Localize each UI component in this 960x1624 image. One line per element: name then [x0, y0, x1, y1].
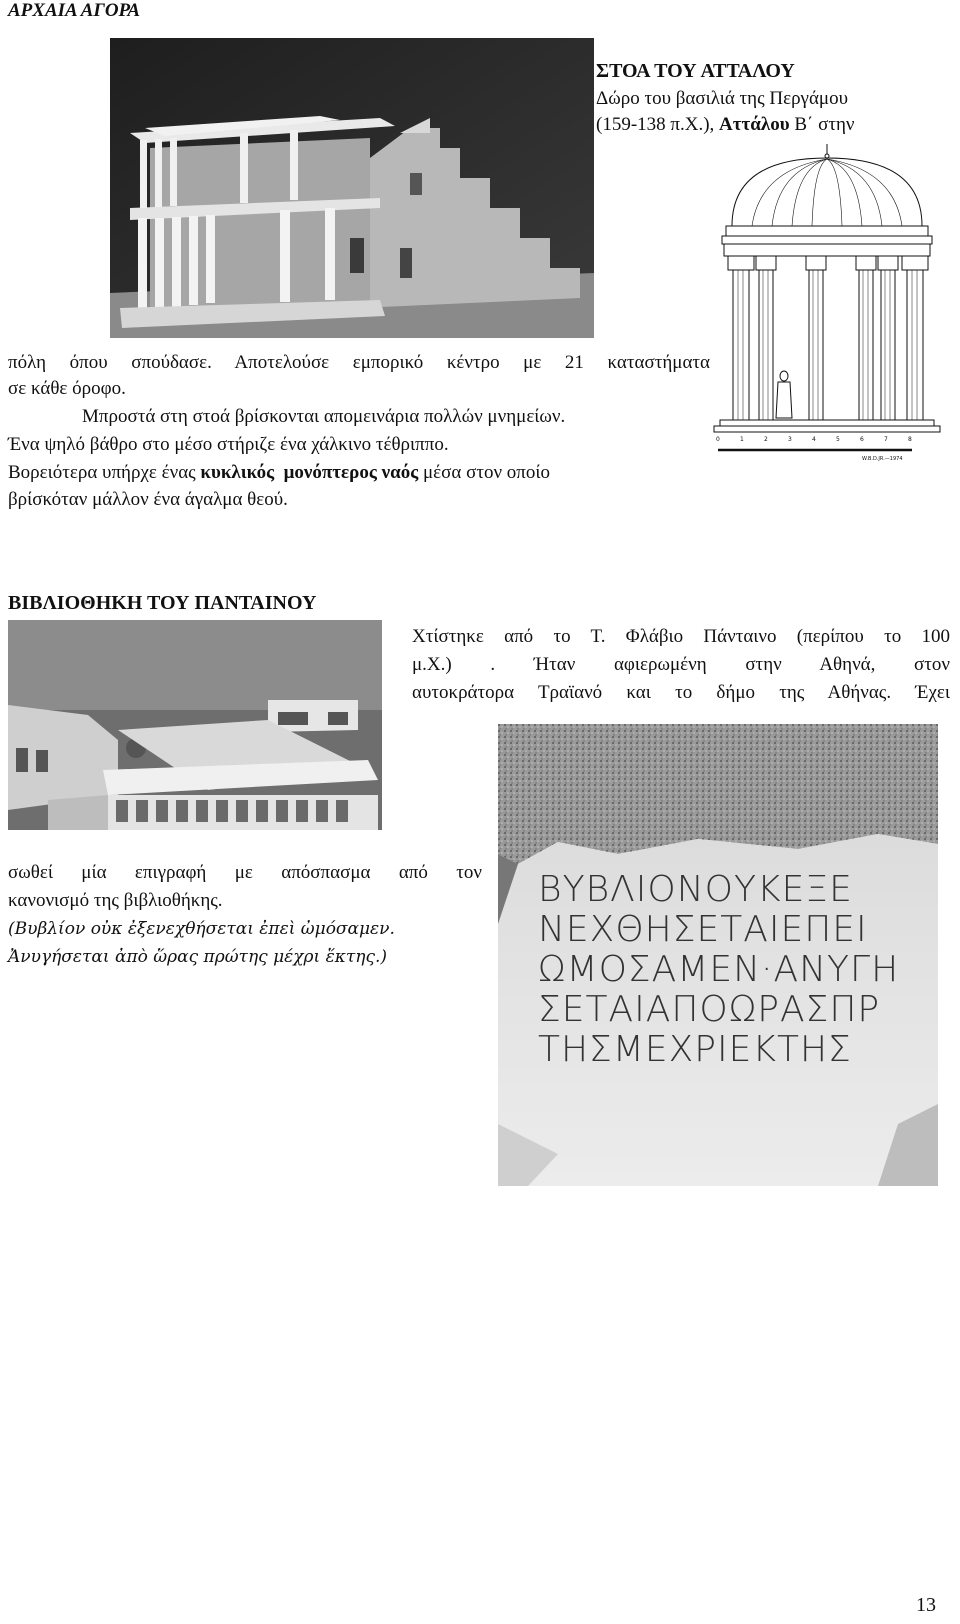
- ruler-tick: 8: [908, 436, 912, 443]
- stoa-intro-line-1: Δώρο του βασιλιά της Περγάμου: [596, 88, 848, 109]
- stoa-heading: ΣΤΟΑ ΤΟΥ ΑΤΤΑΛΟΥ: [596, 60, 795, 82]
- ruler-tick: 1: [740, 436, 744, 443]
- ruler-tick: 5: [836, 436, 840, 443]
- drawing-credit: W.B.D.JR.—1974: [862, 456, 903, 462]
- stoa-paragraph-line-2: σε κάθε όροφο.: [8, 378, 126, 399]
- library-text-line-1: Χτίστηκε από το Τ. Φλάβιο Πάνταινο (περίπου το 100: [412, 626, 950, 647]
- stoa-intro-line-2: (159-138 π.Χ.), Αττάλου Β΄ στην: [596, 114, 855, 135]
- scale-ruler: [712, 436, 950, 450]
- page-number: 13: [916, 1594, 936, 1616]
- inscription-photo: [498, 724, 938, 1186]
- tholos-drawing: [712, 140, 950, 470]
- inscription-line: ΣΕΤΑΙΑΠΟΩΡΑΣΠΡ: [538, 989, 881, 1030]
- library-text-line-4: σωθεί μία επιγραφή με απόσπασμα από τον: [8, 862, 482, 883]
- library-text-line-3: αυτοκράτορα Τραϊανό και το δήμο της Αθήνας. Έχει: [412, 682, 950, 703]
- stoa-paragraph-line-3: Μπροστά στη στοά βρίσκονται απομεινάρια πολλών μνημείων.: [82, 406, 566, 427]
- library-text-line-5: κανονισμό της βιβλιοθήκης.: [8, 890, 223, 911]
- inscription-line: ΤΗΣΜΕΧΡΙΕΚΤΗΣ: [538, 1029, 852, 1070]
- inscription-quote-line-1: (Βυβλίον οὐκ ἐξενεχθήσεται ἐπεὶ ὠμόσαμεν.: [8, 919, 395, 939]
- library-heading: ΒΙΒΛΙΟΘΗΚΗ ΤΟΥ ΠΑΝΤΑΙΝΟΥ: [8, 592, 317, 614]
- stoa-paragraph-line-6: βρίσκόταν μάλλον ένα άγαλμα θεού.: [8, 489, 288, 510]
- inscription-line: ΝΕΧΘΗΣΕΤΑΙΕΠΕΙ: [538, 909, 868, 950]
- section-title: ΑΡΧΑΙΑ ΑΓΟΡΑ: [8, 0, 141, 21]
- library-model-photo: [8, 620, 382, 830]
- stoa-paragraph-line-1: πόλη όπου σπούδασε. Αποτελούσε εμπορικό κέντρο με 21 καταστήματα: [8, 352, 710, 373]
- library-text-line-2: μ.Χ.) . Ήταν αφιερωμένη στην Αθηνά, στον: [412, 654, 950, 675]
- stoa-paragraph-line-5: Βορειότερα υπήρχε ένας κυκλικός μονόπτερος ναός μέσα στον οποίο: [8, 462, 551, 483]
- ruler-tick: 0: [716, 436, 720, 443]
- ruler-tick: 2: [764, 436, 768, 443]
- stoa-model-photo: [110, 38, 594, 338]
- inscription-line: ΩΜΟΣΑΜΕΝ·ΑΝΥΓΗ: [538, 949, 900, 990]
- ruler-tick: 7: [884, 436, 888, 443]
- inscription-line: ΒΥΒΛΙΟΝΟΥΚΕΞΕ: [538, 869, 853, 910]
- inscription-quote-line-2: Ἀνυγήσεται ἀπὸ ὥρας πρώτης μέχρι ἕκτης.): [8, 947, 388, 967]
- ruler-tick: 3: [788, 436, 792, 443]
- ruler-tick: 4: [812, 436, 816, 443]
- ruler-tick: 6: [860, 436, 864, 443]
- stoa-paragraph-line-4: Ένα ψηλό βάθρο στο μέσο στήριζε ένα χάλκινο τέθριππο.: [8, 434, 449, 455]
